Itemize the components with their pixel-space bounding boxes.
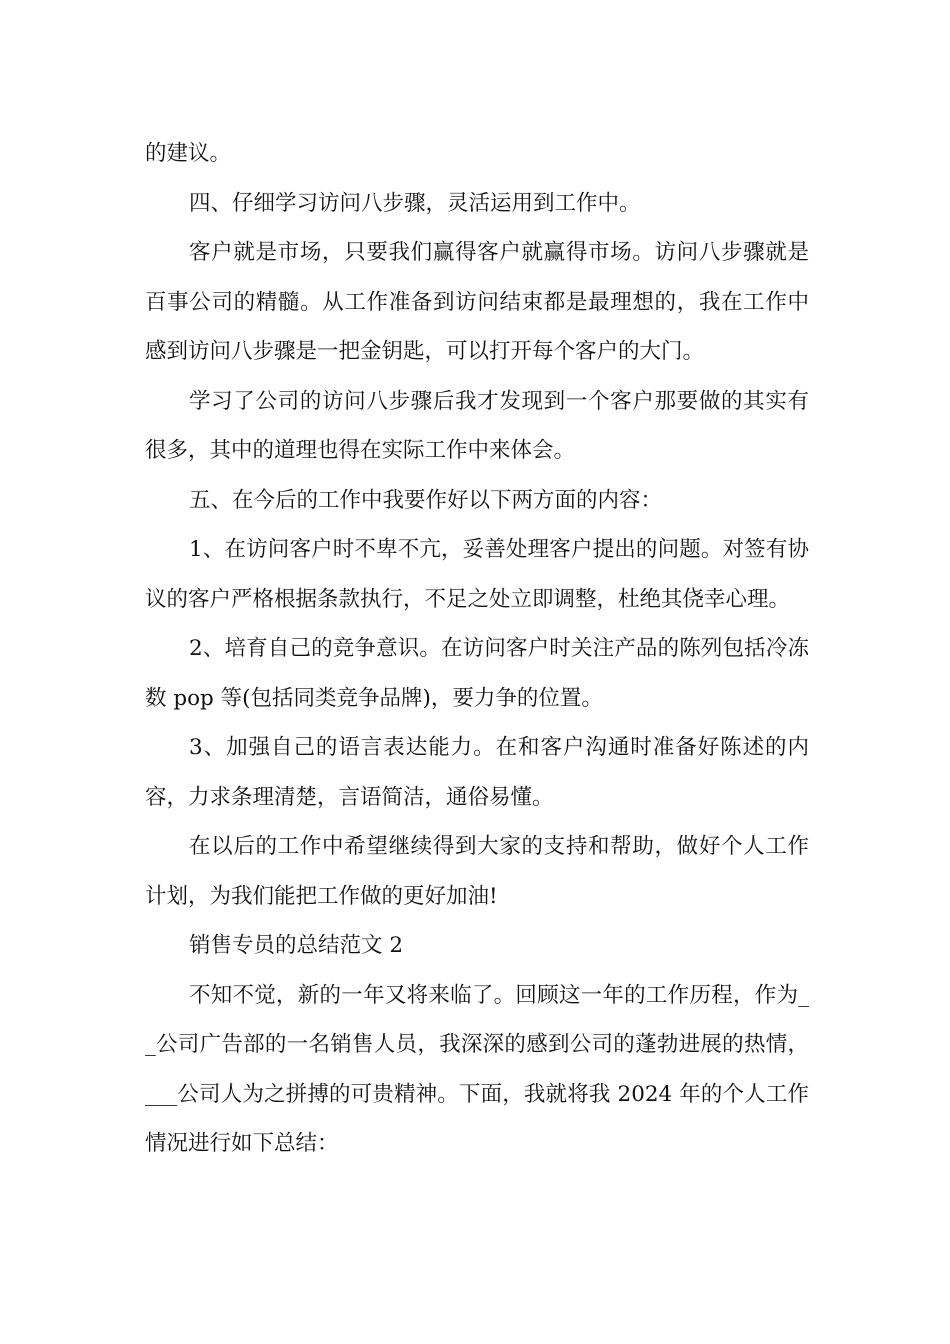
list-item-1: 1、在访问客户时不卑不亢，妥善处理客户提出的问题。对签有协议的客户严格根据条款执行，不足之处立即调整，杜绝其侥幸心理。	[145, 537, 809, 612]
section-heading-4: 四、仔细学习访问八步骤，灵活运用到工作中。	[189, 190, 641, 216]
paragraph-customer-market: 客户就是市场，只要我们赢得客户就赢得市场。访问八步骤就是百事公司的精髓。从工作准备到访问结束都是最理想的，我在工作中感到访问八步骤是一把金钥匙，可以打开每个客户的大门。	[145, 240, 809, 364]
list-item-2: 2、培育自己的竞争意识。在访问客户时关注产品的陈列包括冷冻数 pop 等(包括同类竞争品牌)，要力争的位置。	[145, 636, 809, 711]
section-heading-5: 五、在今后的工作中我要作好以下两方面的内容：	[189, 487, 663, 513]
paragraph-continuation: 的建议。	[145, 141, 232, 166]
essay-title-2: 销售专员的总结范文 2	[189, 933, 404, 958]
paragraph-learning-steps: 学习了公司的访问八步骤后我才发现到一个客户那要做的其实有很多，其中的道理也得在实际工作中来体会。	[145, 388, 809, 463]
paragraph-closing: 在以后的工作中希望继续得到大家的支持和帮助，做好个人工作计划，为我们能把工作做的更好加油!	[145, 834, 809, 909]
document-body	[145, 129, 809, 1169]
paragraph-intro-2: 不知不觉，新的一年又将来临了。回顾这一年的工作历程，作为__公司广告部的一名销售人员，我深深的感到公司的蓬勃进展的热情，___公司人为之拼搏的可贵精神。下面，我就将我 2024 年的个人工作情况进行如下总结：	[145, 982, 809, 1156]
list-item-3: 3、加强自己的语言表达能力。在和客户沟通时准备好陈述的内容，力求条理清楚，言语简洁，通俗易懂。	[145, 735, 809, 810]
